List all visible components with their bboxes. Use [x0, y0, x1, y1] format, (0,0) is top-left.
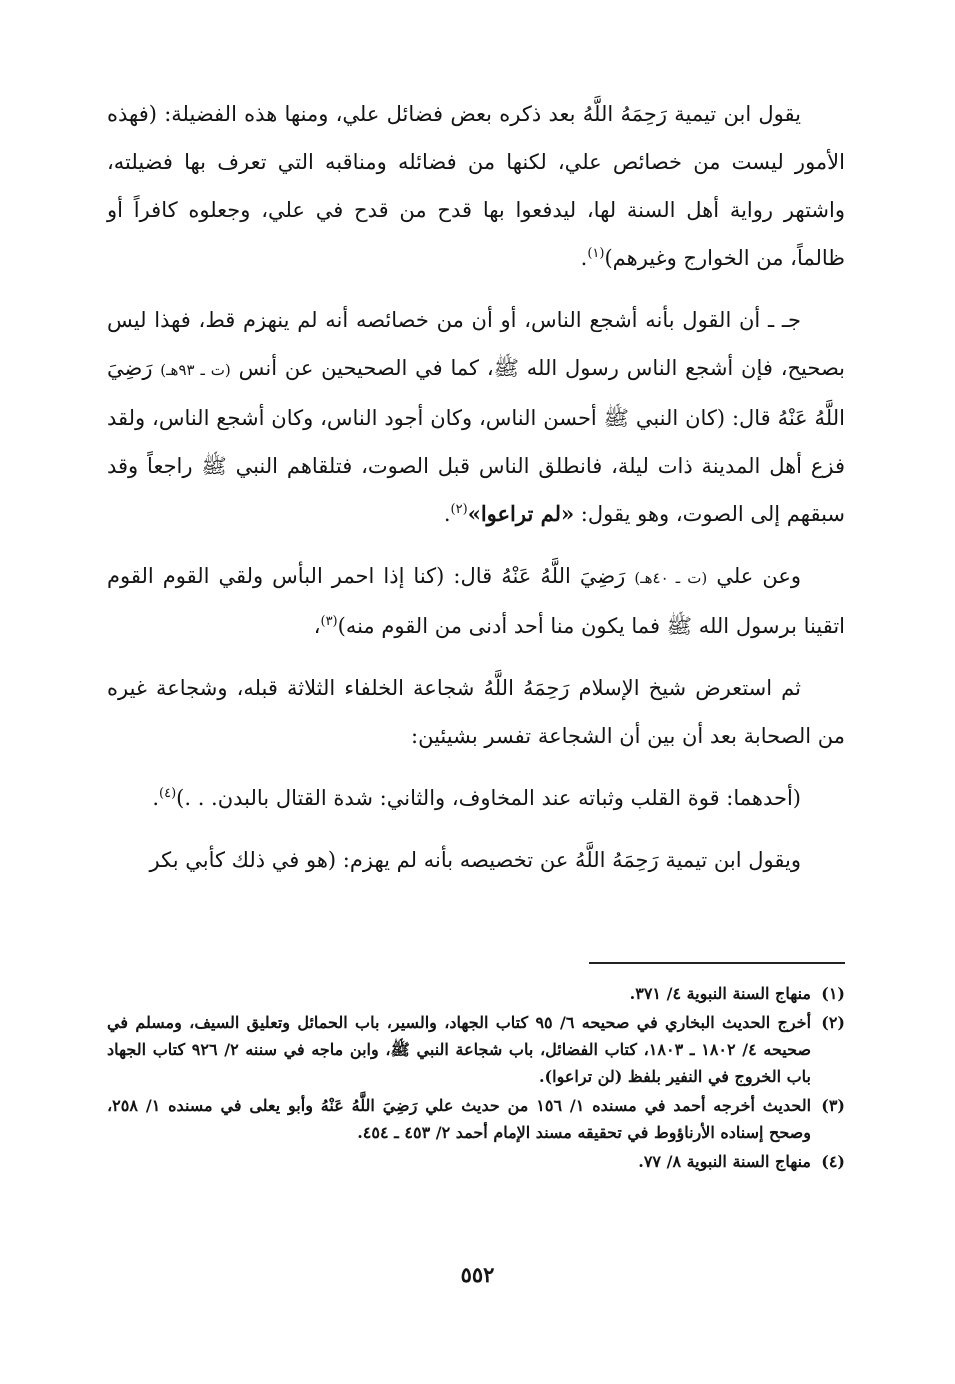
paragraph-3: وعن علي (ت ـ ٤٠هـ) رَضِيَ اللَّهُ عَنْهُ قال: (كنا إذا احمر البأس ولقي القوم القوم اتقينا برسول الله ﷺ فما يكون منا أحد أدنى من القوم منه)$^{(٣)}$،: [107, 564, 845, 638]
footnotes-section: [107, 980, 845, 1177]
paragraph-3-text-a: وعن علي: [716, 564, 802, 588]
footnote-4: [107, 1148, 845, 1175]
footnote-1: [107, 980, 845, 1007]
paragraph-5-text: (أحدهما: قوة القلب وثباته عند المخاوف، والثاني: شدة القتال بالبدن. . .): [176, 786, 801, 810]
footnote-text: الحديث أخرجه أحمد في مسنده ١/ ١٥٦ من حديث علي رَضِيَ اللَّهُ عَنْهُ وأبو يعلى في مسنده ١/ ٢٥٨، وصحح إسناده الأرناؤوط في تحقيقه مسند الإمام أحمد ٢/ ٤٥٣ ـ ٤٥٤.: [107, 1096, 812, 1142]
footnote-ref-2: (٢): [450, 502, 468, 517]
death-date-anas: (ت ـ ٩٣هـ): [160, 361, 231, 379]
footnote-2: [107, 1009, 845, 1090]
paragraph-1-text: يقول ابن تيمية رَحِمَهُ اللَّهُ بعد ذكره بعض فضائل علي، ومنها هذه الفضيلة: (فهذه الأمور ليست من خصائص علي، لكنها من فضائله ومناقبه التي تعرف بها فضيلته، واشتهر رواية أهل السنة لها، ليدفعوا بها قدح من قدح في علي، وجعلوه كافراً أو ظالماً، من الخوارج وغيرهم): [107, 102, 845, 270]
paragraph-2: جـ ـ أن القول بأنه أشجع الناس، أو أن من خصائصه أنه لم ينهزم قط، فهذا ليس بصحيح، فإن أشجع الناس رسول الله ﷺ، كما في الصحيحين عن أنس (ت ـ ٩٣هـ) رَضِيَ اللَّهُ عَنْهُ قال: (كان النبي ﷺ أحسن الناس، وكان أجود الناس، وكان أشجع الناس، ولقد فزع أهل المدينة ذات ليلة، فانطلق الناس قبل الصوت، فتلقاهم النبي ﷺ راجعاً وقد سبقهم إلى الصوت، وهو يقول: «لم تراعوا»$^{(٢)}$.: [107, 308, 846, 526]
paragraph-5: (أحدهما: قوة القلب وثباته عند المخاوف، والثاني: شدة القتال بالبدن. . .)$^{(٤)}$.: [152, 786, 801, 810]
paragraph-2-text-a: جـ ـ أن القول بأنه أشجع الناس، أو أن من خصائصه أنه لم ينهزم قط، فهذا ليس بصحيح، فإن أشجع الناس رسول الله ﷺ، كما في الصحيحين عن أنس: [107, 308, 846, 380]
footnote-number: (٤): [821, 1152, 845, 1171]
footnote-divider: [589, 962, 845, 964]
footnote-3: [107, 1092, 845, 1146]
footnote-number: (٢): [821, 1013, 845, 1032]
paragraph-2-text-b: رَضِيَ اللَّهُ عَنْهُ قال: (كان النبي ﷺ أحسن الناس، وكان أجود الناس، وكان أشجع الناس، ولقد فزع أهل المدينة ذات ليلة، فانطلق الناس قبل الصوت، فتلقاهم النبي ﷺ راجعاً وقد سبقهم إلى الصوت، وهو يقول:: [107, 356, 845, 526]
paragraph-4: ثم استعرض شيخ الإسلام رَحِمَهُ اللَّهُ شجاعة الخلفاء الثلاثة قبله، وشجاعة غيره من الصحابة بعد أن بين أن الشجاعة تفسر بشيئين:: [107, 676, 845, 748]
footnote-text: منهاج السنة النبوية ٤/ ٣٧١.: [629, 984, 811, 1003]
page-number: ٥٥٢: [460, 1262, 495, 1287]
main-body-text: [107, 90, 845, 898]
hadith-quote-bold: «لم تراعوا»: [467, 501, 575, 526]
footnote-ref-1: (١): [587, 246, 605, 261]
footnote-text: أخرج الحديث البخاري في صحيحه ٦/ ٩٥ كتاب الجهاد، والسير، باب الحمائل وتعليق السيف، ومسلم في صحيحه ٤/ ١٨٠٢ ـ ١٨٠٣، كتاب الفضائل، باب شجاعة النبي ﷺ، وابن ماجه في سننه ٢/ ٩٢٦ كتاب الجهاد باب الخروج في النفير بلفظ (لن تراعوا).: [107, 1013, 812, 1086]
footnote-ref-4: (٤): [159, 786, 177, 801]
footnote-ref-3: (٣): [320, 614, 338, 629]
footnote-text: منهاج السنة النبوية ٨/ ٧٧.: [638, 1152, 811, 1171]
death-date-ali: (ت ـ ٤٠هـ): [634, 569, 708, 587]
footnote-number: (١): [821, 984, 845, 1003]
paragraph-1: يقول ابن تيمية رَحِمَهُ اللَّهُ بعد ذكره بعض فضائل علي، ومنها هذه الفضيلة: (فهذه الأمور ليست من خصائص علي، لكنها من فضائله ومناقبه التي تعرف بها فضيلته، واشتهر رواية أهل السنة لها، ليدفعوا بها قدح من قدح في علي، وجعلوه كافراً أو ظالماً، من الخوارج وغيرهم)$^{(١)}$.: [107, 102, 845, 270]
footnote-number: (٣): [821, 1096, 845, 1115]
paragraph-6: ويقول ابن تيمية رَحِمَهُ اللَّهُ عن تخصيصه بأنه لم يهزم: (هو في ذلك كأبي بكر: [149, 848, 801, 872]
paragraph-3-text-b: رَضِيَ اللَّهُ عَنْهُ قال: (كنا إذا احمر البأس ولقي القوم القوم اتقينا برسول الله ﷺ فما يكون منا أحد أدنى من القوم منه): [107, 564, 845, 638]
